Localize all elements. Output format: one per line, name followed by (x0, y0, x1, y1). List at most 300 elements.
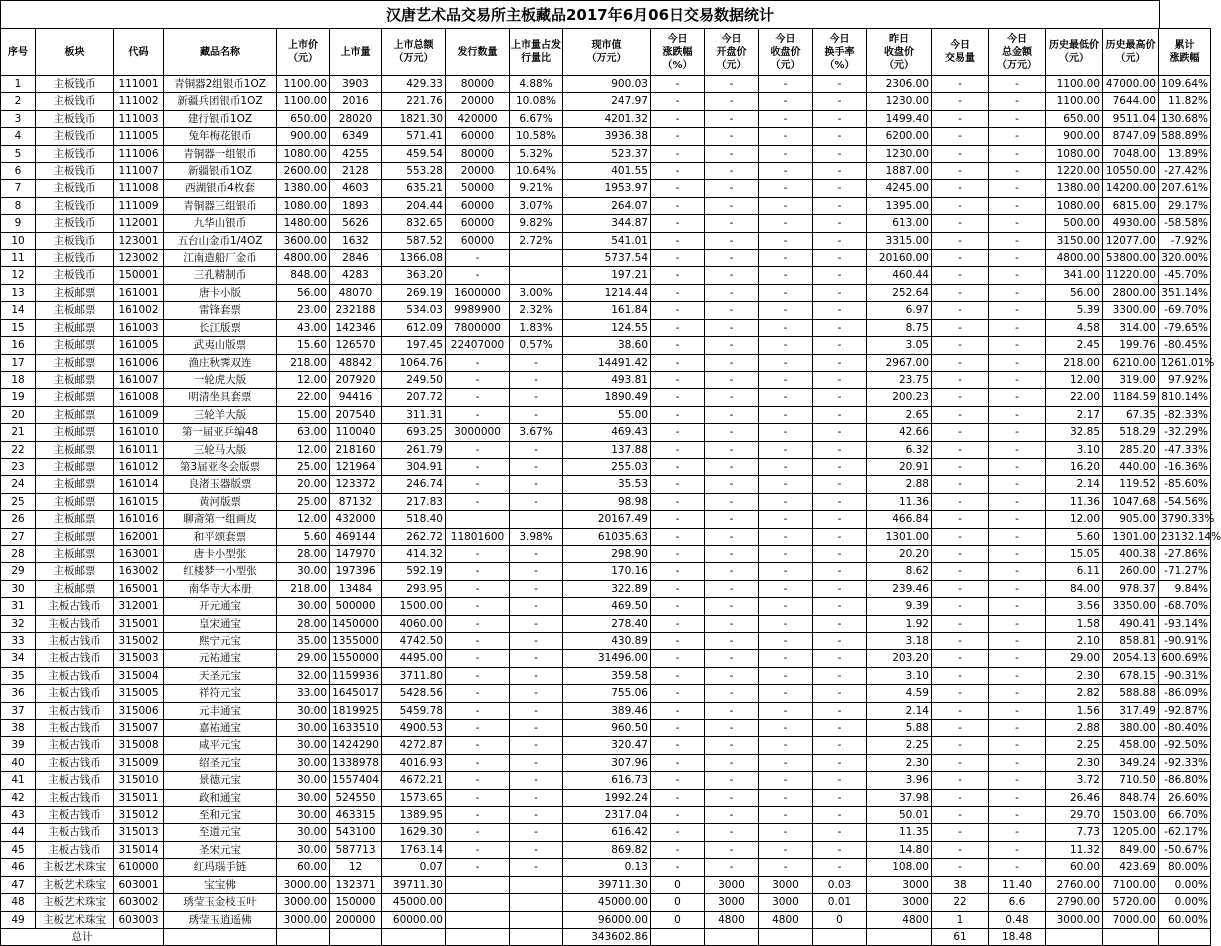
table-cell: 23132.14% (1159, 528, 1211, 545)
table-cell: - (759, 598, 813, 615)
table-cell: - (446, 545, 510, 562)
table-cell: - (989, 841, 1046, 858)
table-cell: -7.92% (1159, 232, 1211, 249)
table-cell (510, 250, 563, 267)
table-cell: 3315.00 (867, 232, 932, 249)
table-cell: - (932, 633, 989, 650)
table-cell: 12 (330, 859, 382, 876)
table-row (1, 110, 1211, 127)
table-cell: 469144 (330, 528, 382, 545)
table-cell: 60000 (446, 128, 510, 145)
table-cell: 111006 (114, 145, 164, 162)
table-cell: 97.92% (1159, 371, 1211, 388)
table-cell: 主板古钱币 (36, 772, 114, 789)
column-header (446, 29, 510, 76)
table-cell: 978.37 (1103, 580, 1159, 597)
table-cell: 161008 (114, 389, 164, 406)
table-cell: - (813, 807, 867, 824)
table-cell: - (705, 754, 759, 771)
table-cell: 121964 (330, 458, 382, 475)
table-cell: - (651, 232, 705, 249)
table-cell: - (813, 772, 867, 789)
table-cell: - (813, 284, 867, 301)
table-cell: 19 (1, 389, 36, 406)
table-cell: 858.81 (1103, 633, 1159, 650)
table-cell: - (510, 615, 563, 632)
table-cell: 元丰通宝 (164, 702, 277, 719)
table-cell: - (446, 667, 510, 684)
table-cell: - (759, 824, 813, 841)
table-cell: 长江版票 (164, 319, 277, 336)
table-cell: 2967.00 (867, 354, 932, 371)
column-header-line: （元） (716, 59, 747, 71)
table-cell: 0 (651, 911, 705, 928)
table-cell: 9989900 (446, 302, 510, 319)
table-cell: 30.00 (277, 754, 330, 771)
table-cell: 43.00 (277, 319, 330, 336)
table-cell: 123372 (330, 476, 382, 493)
table-cell: 2.14 (1046, 476, 1103, 493)
table-cell: 60.00% (1159, 911, 1211, 928)
table-cell: - (759, 354, 813, 371)
table-cell: - (813, 702, 867, 719)
table-cell: - (759, 197, 813, 214)
table-cell: - (759, 789, 813, 806)
table-cell: - (813, 841, 867, 858)
table-cell: 1.56 (1046, 702, 1103, 719)
table-cell: 2.88 (1046, 720, 1103, 737)
table-cell: 25 (1, 493, 36, 510)
table-row (1, 197, 1211, 214)
table-cell: 0 (651, 894, 705, 911)
table-cell: 1214.44 (563, 284, 651, 301)
table-cell: 56.00 (277, 284, 330, 301)
table-cell: - (989, 476, 1046, 493)
table-cell: - (446, 267, 510, 284)
table-cell: 60.00 (277, 859, 330, 876)
table-cell: - (759, 580, 813, 597)
table-cell: -79.65% (1159, 319, 1211, 336)
table-cell: - (989, 389, 1046, 406)
table-cell: 285.20 (1103, 441, 1159, 458)
table-cell: 1500.00 (382, 598, 446, 615)
table-row (1, 667, 1211, 684)
table-cell: 1821.30 (382, 110, 446, 127)
column-header-line: 藏品名称 (200, 46, 240, 58)
column-header (867, 29, 932, 76)
table-cell: 359.58 (563, 667, 651, 684)
table-cell: 126570 (330, 337, 382, 354)
table-cell: 1499.40 (867, 110, 932, 127)
table-cell: 主板邮票 (36, 424, 114, 441)
table-cell: 6.32 (867, 441, 932, 458)
column-header (1046, 29, 1103, 76)
table-cell: 8.62 (867, 563, 932, 580)
column-header-line: 总金额 (1002, 46, 1032, 58)
table-cell: 22 (1, 441, 36, 458)
table-cell: 900.00 (1046, 128, 1103, 145)
table-cell: - (510, 476, 563, 493)
table-cell: 401.55 (563, 163, 651, 180)
table-cell: - (446, 250, 510, 267)
table-cell: 和平颂套票 (164, 528, 277, 545)
table-cell: 1.83% (510, 319, 563, 336)
table-cell: 5 (1, 145, 36, 162)
table-cell: - (932, 163, 989, 180)
table-cell: 1819925 (330, 702, 382, 719)
table-cell: 1557404 (330, 772, 382, 789)
table-cell: 30 (1, 580, 36, 597)
table-cell: 23.00 (277, 302, 330, 319)
table-cell: 60000 (446, 232, 510, 249)
table-cell: 124.55 (563, 319, 651, 336)
column-header-line: 今日 (829, 33, 850, 45)
table-cell: 5626 (330, 215, 382, 232)
table-cell: - (989, 93, 1046, 110)
table-cell: - (510, 702, 563, 719)
table-cell: - (651, 598, 705, 615)
table-cell: - (705, 841, 759, 858)
table-cell: 1.58 (1046, 615, 1103, 632)
table-cell: 1205.00 (1103, 824, 1159, 841)
table-cell: 84.00 (1046, 580, 1103, 597)
table-cell: 500.00 (1046, 215, 1103, 232)
table-row (1, 859, 1211, 876)
table-cell: 4060.00 (382, 615, 446, 632)
table-cell: 1100.00 (1046, 76, 1103, 93)
table-cell: 西湖银币4枚套 (164, 180, 277, 197)
table-cell: 10.58% (510, 128, 563, 145)
table-cell: - (705, 215, 759, 232)
table-row (1, 441, 1211, 458)
table-row (1, 493, 1211, 510)
table-cell: - (446, 389, 510, 406)
table-cell: - (651, 841, 705, 858)
table-row (1, 511, 1211, 528)
table-cell: 1992.24 (563, 789, 651, 806)
table-cell: - (510, 859, 563, 876)
table-cell: - (510, 650, 563, 667)
table-cell: - (510, 667, 563, 684)
table-cell: 28.00 (277, 545, 330, 562)
table-cell: 29.00 (277, 650, 330, 667)
table-cell: 主板邮票 (36, 493, 114, 510)
table-cell: - (651, 110, 705, 127)
table-cell: - (510, 841, 563, 858)
table-cell: 主板古钱币 (36, 633, 114, 650)
table-row (1, 754, 1211, 771)
table-cell: - (510, 580, 563, 597)
table-cell: 380.00 (1103, 720, 1159, 737)
table-cell: 161011 (114, 441, 164, 458)
column-header-line: 上市总额 (393, 40, 434, 51)
table-cell: - (989, 163, 1046, 180)
table-cell: - (932, 737, 989, 754)
table-row (1, 337, 1211, 354)
table-cell: 2.30 (867, 754, 932, 771)
table-cell: -71.27% (1159, 563, 1211, 580)
table-cell: - (705, 441, 759, 458)
table-cell: - (759, 267, 813, 284)
table-cell: - (705, 650, 759, 667)
table-cell: 16.20 (1046, 458, 1103, 475)
column-header-line: 收盘价 (770, 46, 801, 58)
table-cell: 39 (1, 737, 36, 754)
table-cell: - (759, 772, 813, 789)
column-header-line: （元） (1059, 53, 1089, 64)
table-cell: 17 (1, 354, 36, 371)
table-row (1, 824, 1211, 841)
table-cell: 22.00 (1046, 389, 1103, 406)
column-header (759, 29, 813, 76)
table-cell: 161006 (114, 354, 164, 371)
table-cell: 4255 (330, 145, 382, 162)
table-cell: 650.00 (1046, 110, 1103, 127)
table-cell: - (759, 476, 813, 493)
table-cell: 明清坐具套票 (164, 389, 277, 406)
column-header-line: 序号 (8, 46, 28, 58)
table-row (1, 615, 1211, 632)
table-cell: 主板邮票 (36, 337, 114, 354)
table-cell: 110040 (330, 424, 382, 441)
table-cell: - (932, 441, 989, 458)
table-cell: - (510, 824, 563, 841)
table-cell: - (651, 406, 705, 423)
table-cell: - (932, 180, 989, 197)
table-cell: -86.09% (1159, 685, 1211, 702)
table-cell: - (705, 789, 759, 806)
table-cell: 207.72 (382, 389, 446, 406)
table-cell: 4201.32 (563, 110, 651, 127)
table-cell: 869.82 (563, 841, 651, 858)
table-cell: 主板邮票 (36, 389, 114, 406)
table-cell: - (759, 284, 813, 301)
table-cell: 0.03 (813, 876, 867, 893)
table-cell: 琇莹玉逍遥佛 (164, 911, 277, 928)
table-cell: 123002 (114, 250, 164, 267)
table-row (1, 389, 1211, 406)
table-cell: - (446, 406, 510, 423)
table-cell: 315014 (114, 841, 164, 858)
table-cell: 0.13 (563, 859, 651, 876)
table-cell: 553.28 (382, 163, 446, 180)
table-cell: 圣宋元宝 (164, 841, 277, 858)
table-cell: - (759, 545, 813, 562)
table-cell: 唐卡小版 (164, 284, 277, 301)
table-cell: 20160.00 (867, 250, 932, 267)
table-cell: 1080.00 (1046, 145, 1103, 162)
column-header (382, 29, 446, 76)
column-header (932, 29, 989, 76)
table-cell: - (813, 319, 867, 336)
table-cell: 24 (1, 476, 36, 493)
table-row (1, 876, 1211, 893)
table-cell: 315006 (114, 702, 164, 719)
table-cell: 1.92 (867, 615, 932, 632)
table-cell: 主板古钱币 (36, 650, 114, 667)
table-cell: 35 (1, 667, 36, 684)
table-cell: 42 (1, 789, 36, 806)
table-cell: - (446, 772, 510, 789)
table-cell: - (651, 302, 705, 319)
table-cell: 良渚玉器版票 (164, 476, 277, 493)
table-cell: 11220.00 (1103, 267, 1159, 284)
table-cell: 269.19 (382, 284, 446, 301)
table-cell: - (989, 545, 1046, 562)
table-cell: 主板邮票 (36, 545, 114, 562)
table-cell: 543100 (330, 824, 382, 841)
table-cell: 344.87 (563, 215, 651, 232)
table-cell: 皇宋通宝 (164, 615, 277, 632)
table-cell: 9.82% (510, 215, 563, 232)
table-cell: 849.00 (1103, 841, 1159, 858)
table-cell: - (759, 702, 813, 719)
table-cell: - (932, 511, 989, 528)
table-cell: 262.72 (382, 528, 446, 545)
table-cell: - (759, 754, 813, 771)
table-cell: 2.72% (510, 232, 563, 249)
table-cell: 12077.00 (1103, 232, 1159, 249)
table-cell: - (813, 337, 867, 354)
table-cell: 1450000 (330, 615, 382, 632)
table-cell: - (813, 406, 867, 423)
table-cell: 430.89 (563, 633, 651, 650)
table-cell: 22.00 (277, 389, 330, 406)
table-cell: 3000.00 (277, 911, 330, 928)
table-cell: 16 (1, 337, 36, 354)
table-cell: 11801600 (446, 528, 510, 545)
table-cell: - (651, 145, 705, 162)
table-cell: 13484 (330, 580, 382, 597)
table-row (1, 685, 1211, 702)
table-cell: 755.06 (563, 685, 651, 702)
table-cell: -92.87% (1159, 702, 1211, 719)
table-cell: 315005 (114, 685, 164, 702)
table-cell: 18 (1, 371, 36, 388)
table-cell: - (651, 267, 705, 284)
table-cell: 2.25 (1046, 737, 1103, 754)
table-cell: - (705, 302, 759, 319)
table-cell: 绍圣元宝 (164, 754, 277, 771)
table-cell: 江南造船厂金币 (164, 250, 277, 267)
table-cell: 315010 (114, 772, 164, 789)
table-cell: -82.33% (1159, 406, 1211, 423)
column-header-line: 涨跌幅 (1169, 53, 1200, 64)
table-cell: 2.14 (867, 702, 932, 719)
table-cell: 204.44 (382, 197, 446, 214)
table-cell: 111008 (114, 180, 164, 197)
table-cell: 315003 (114, 650, 164, 667)
table-cell: 315009 (114, 754, 164, 771)
table-cell: 9.39 (867, 598, 932, 615)
table-cell: 主板邮票 (36, 528, 114, 545)
table-cell: - (759, 110, 813, 127)
table-cell: 21 (1, 424, 36, 441)
table-cell: - (932, 859, 989, 876)
table-cell: - (759, 493, 813, 510)
table-cell: - (813, 598, 867, 615)
table-cell: 9511.04 (1103, 110, 1159, 127)
table-cell: - (446, 615, 510, 632)
table-cell: 600.69% (1159, 650, 1211, 667)
table-cell (510, 511, 563, 528)
table-cell: - (759, 650, 813, 667)
table-cell: 293.95 (382, 580, 446, 597)
table-cell: - (446, 720, 510, 737)
table-cell: 6 (1, 163, 36, 180)
column-header (705, 29, 759, 76)
table-cell: - (705, 545, 759, 562)
table-cell: 315008 (114, 737, 164, 754)
table-cell: 3000 (759, 876, 813, 893)
table-cell: 459.54 (382, 145, 446, 162)
table-cell: 588.89% (1159, 128, 1211, 145)
table-cell: - (813, 371, 867, 388)
table-cell: - (989, 824, 1046, 841)
table-cell: 693.25 (382, 424, 446, 441)
table-cell: 36 (1, 685, 36, 702)
table-cell: 1380.00 (277, 180, 330, 197)
table-cell: 1893 (330, 197, 382, 214)
table-cell: -68.70% (1159, 598, 1211, 615)
table-cell: - (651, 772, 705, 789)
table-cell (446, 911, 510, 928)
table-row (1, 458, 1211, 475)
table-cell: - (759, 302, 813, 319)
table-cell: - (651, 859, 705, 876)
table-cell: - (651, 633, 705, 650)
table-cell: 兔年梅花银币 (164, 128, 277, 145)
table-cell: 111007 (114, 163, 164, 180)
table-row (1, 702, 1211, 719)
table-cell: 429.33 (382, 76, 446, 93)
column-header (277, 29, 330, 76)
total-label: 总计 (1, 928, 164, 945)
table-cell: - (510, 458, 563, 475)
table-cell: 5.60 (277, 528, 330, 545)
table-cell: 112001 (114, 215, 164, 232)
table-cell: - (932, 702, 989, 719)
table-cell: -27.42% (1159, 163, 1211, 180)
table-cell: 218.00 (277, 580, 330, 597)
table-cell: 主板邮票 (36, 302, 114, 319)
table-cell: 景德元宝 (164, 772, 277, 789)
table-cell: - (510, 754, 563, 771)
table-cell: 119.52 (1103, 476, 1159, 493)
table-cell: 2760.00 (1046, 876, 1103, 893)
table-cell: -69.70% (1159, 302, 1211, 319)
table-cell: 3000.00 (277, 876, 330, 893)
table-cell: -27.86% (1159, 545, 1211, 562)
table-cell: 207.61% (1159, 180, 1211, 197)
table-cell: - (989, 319, 1046, 336)
table-cell: 20.20 (867, 545, 932, 562)
table-cell: 熙宁元宝 (164, 633, 277, 650)
table-cell: 28020 (330, 110, 382, 127)
table-cell: 170.16 (563, 563, 651, 580)
table-cell: 523.37 (563, 145, 651, 162)
table-cell: 4603 (330, 180, 382, 197)
table-cell: 518.40 (382, 511, 446, 528)
table-cell: 161014 (114, 476, 164, 493)
table-cell: 26.46 (1046, 789, 1103, 806)
column-header-line: 今日 (1007, 33, 1027, 45)
table-cell: - (813, 667, 867, 684)
table-cell: - (989, 580, 1046, 597)
table-cell: 524550 (330, 789, 382, 806)
table-cell: 111005 (114, 128, 164, 145)
table-cell: 元祐通宝 (164, 650, 277, 667)
